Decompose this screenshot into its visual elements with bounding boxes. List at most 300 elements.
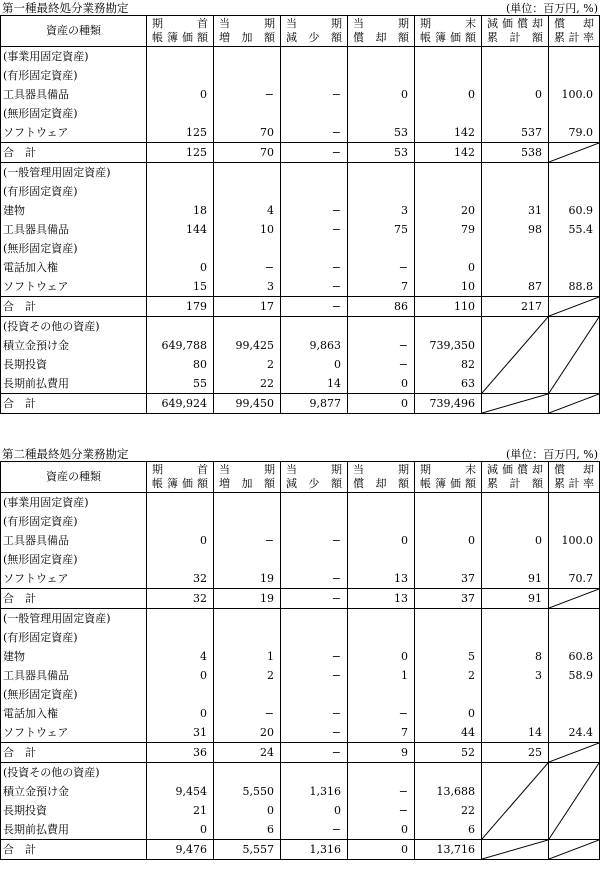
diagonal-strike (549, 840, 599, 859)
table-row (1, 493, 600, 513)
value-cell: 0 (214, 801, 281, 820)
table-row (1, 512, 600, 531)
table-header (1, 16, 600, 47)
diagonal-strike (482, 317, 548, 393)
value-cell (214, 512, 281, 531)
row-label: 工具器具備品 (1, 666, 147, 685)
header-name: 資産の種類 (1, 16, 147, 47)
value-cell (348, 609, 415, 629)
header-h7-line-1: 償 却 (554, 463, 594, 476)
value-cell (348, 317, 415, 337)
diagonal-strike (549, 394, 599, 413)
table-row (1, 609, 600, 629)
value-cell: 6 (214, 820, 281, 840)
value-cell (147, 609, 214, 629)
value-cell: 3 (348, 201, 415, 220)
value-cell: 31 (147, 723, 214, 743)
value-cell: 15 (147, 277, 214, 297)
diagonal-strike (549, 143, 599, 162)
value-cell: 86 (348, 297, 415, 317)
value-cell: 32 (147, 569, 214, 589)
value-cell: 125 (147, 123, 214, 143)
section-1-unit: (単位：百万円, %) (505, 2, 598, 15)
header-h1-line-2: 帳簿価額 (152, 31, 208, 44)
value-cell: 32 (147, 589, 214, 609)
value-cell: 537 (482, 123, 549, 143)
row-label: (一般管理用固定資産) (1, 163, 147, 183)
value-cell: 2 (214, 666, 281, 685)
value-cell (348, 239, 415, 258)
value-cell: 0 (281, 355, 348, 374)
header-h4-line-2: 償却額 (353, 477, 409, 490)
value-cell (281, 163, 348, 183)
value-cell (549, 550, 600, 569)
header-h7-line-2: 累計率 (554, 31, 594, 44)
value-cell: 5,557 (214, 840, 281, 860)
row-label: 長期前払費用 (1, 820, 147, 840)
value-cell (415, 239, 482, 258)
value-cell: 75 (348, 220, 415, 239)
value-cell (549, 609, 600, 629)
header-h1 (147, 462, 214, 493)
header-h7 (549, 462, 600, 493)
value-cell: 91 (482, 589, 549, 609)
value-cell: 1,316 (281, 840, 348, 860)
table-row (1, 47, 600, 67)
value-cell: 3 (214, 277, 281, 297)
table-row (1, 628, 600, 647)
value-cell (549, 163, 600, 183)
header-h6-line-2: 累計額 (487, 31, 543, 44)
value-cell: 0 (348, 531, 415, 550)
value-cell: − (348, 336, 415, 355)
table-row (1, 239, 600, 258)
value-cell (348, 763, 415, 783)
section-2-unit: (単位：百万円, %) (505, 448, 598, 461)
value-cell (147, 47, 214, 67)
value-cell: − (281, 820, 348, 840)
value-cell: − (214, 531, 281, 550)
total-row (1, 589, 600, 609)
row-label: (有形固定資産) (1, 66, 147, 85)
value-cell: 91 (482, 569, 549, 589)
section-1-table (0, 15, 600, 414)
total-row (1, 394, 600, 414)
value-cell: 0 (147, 666, 214, 685)
value-cell: 6 (415, 820, 482, 840)
struck-cell (549, 840, 600, 860)
value-cell: 9 (348, 743, 415, 763)
value-cell (482, 628, 549, 647)
value-cell (281, 47, 348, 67)
value-cell (415, 163, 482, 183)
struck-cell (482, 763, 549, 840)
value-cell (415, 628, 482, 647)
diagonal-strike (549, 589, 599, 608)
value-cell: − (281, 647, 348, 666)
value-cell: 22 (415, 801, 482, 820)
row-label: 積立金預け金 (1, 782, 147, 801)
value-cell: 53 (348, 143, 415, 163)
header-h6 (482, 16, 549, 47)
value-cell (281, 685, 348, 704)
value-cell: 538 (482, 143, 549, 163)
value-cell (214, 47, 281, 67)
value-cell: 0 (415, 531, 482, 550)
value-cell: 10 (214, 220, 281, 239)
table-row (1, 277, 600, 297)
value-cell (482, 66, 549, 85)
value-cell (214, 609, 281, 629)
value-cell: 9,863 (281, 336, 348, 355)
value-cell (147, 104, 214, 123)
row-label: 合 計 (1, 840, 147, 860)
value-cell (348, 66, 415, 85)
table-row (1, 763, 600, 783)
value-cell: 0 (147, 531, 214, 550)
row-label: 積立金預け金 (1, 336, 147, 355)
value-cell: 99,425 (214, 336, 281, 355)
value-cell (482, 550, 549, 569)
value-cell (482, 104, 549, 123)
value-cell (415, 685, 482, 704)
value-cell: 20 (415, 201, 482, 220)
value-cell: 0 (348, 394, 415, 414)
value-cell (214, 66, 281, 85)
value-cell: − (348, 801, 415, 820)
value-cell (549, 512, 600, 531)
row-label: ソフトウェア (1, 569, 147, 589)
value-cell (415, 609, 482, 629)
value-cell: 10 (415, 277, 482, 297)
value-cell: 0 (147, 258, 214, 277)
value-cell: 55 (147, 374, 214, 394)
header-h1-line-1: 期 首 (152, 463, 208, 476)
value-cell (482, 163, 549, 183)
value-cell: − (281, 123, 348, 143)
value-cell: 2 (415, 666, 482, 685)
value-cell: 24 (214, 743, 281, 763)
value-cell: 142 (415, 123, 482, 143)
table-row (1, 723, 600, 743)
value-cell (415, 317, 482, 337)
value-cell: 4 (147, 647, 214, 666)
value-cell: 0 (482, 531, 549, 550)
value-cell: − (281, 220, 348, 239)
row-label: (事業用固定資産) (1, 493, 147, 513)
value-cell (482, 704, 549, 723)
value-cell (482, 258, 549, 277)
value-cell: 60.9 (549, 201, 600, 220)
section-2 (0, 446, 600, 860)
header-h6-line-1: 減価償却 (487, 463, 543, 476)
value-cell (214, 239, 281, 258)
value-cell (549, 239, 600, 258)
value-cell (348, 512, 415, 531)
value-cell: 2 (214, 355, 281, 374)
value-cell: 0 (348, 374, 415, 394)
value-cell: 1 (214, 647, 281, 666)
table-row (1, 163, 600, 183)
value-cell (214, 628, 281, 647)
table-row (1, 685, 600, 704)
value-cell: − (214, 258, 281, 277)
value-cell: 3 (482, 666, 549, 685)
row-label: 工具器具備品 (1, 85, 147, 104)
row-label: 工具器具備品 (1, 531, 147, 550)
value-cell: − (281, 704, 348, 723)
struck-cell (549, 743, 600, 763)
value-cell (415, 47, 482, 67)
value-cell (214, 493, 281, 513)
value-cell: 20 (214, 723, 281, 743)
value-cell: 14 (482, 723, 549, 743)
value-cell: 22 (214, 374, 281, 394)
row-label: (無形固定資産) (1, 239, 147, 258)
header-h5-line-2: 帳簿価額 (420, 31, 476, 44)
table-row (1, 104, 600, 123)
table-row (1, 550, 600, 569)
header-h2-line-2: 増加額 (219, 31, 275, 44)
struck-cell (549, 317, 600, 394)
value-cell (348, 163, 415, 183)
diagonal-strike (482, 763, 548, 839)
value-cell: 7 (348, 277, 415, 297)
struck-cell (549, 143, 600, 163)
value-cell: 19 (214, 589, 281, 609)
section-1-caption (0, 0, 600, 15)
value-cell: 0 (348, 820, 415, 840)
value-cell: 739,496 (415, 394, 482, 414)
diagonal-strike (549, 743, 599, 762)
value-cell (214, 163, 281, 183)
header-h3 (281, 462, 348, 493)
value-cell (549, 258, 600, 277)
table-row (1, 182, 600, 201)
table-row (1, 647, 600, 666)
value-cell: − (281, 201, 348, 220)
row-label: (有形固定資産) (1, 512, 147, 531)
row-label: 建物 (1, 647, 147, 666)
value-cell (281, 317, 348, 337)
value-cell (482, 47, 549, 67)
struck-cell (482, 317, 549, 394)
value-cell: 0 (348, 85, 415, 104)
header-h5-line-2: 帳簿価額 (420, 477, 476, 490)
header-h3-line-1: 当 期 (286, 463, 342, 476)
value-cell (147, 763, 214, 783)
value-cell: 37 (415, 569, 482, 589)
value-cell (281, 182, 348, 201)
row-label: (事業用固定資産) (1, 47, 147, 67)
value-cell (281, 512, 348, 531)
value-cell: 82 (415, 355, 482, 374)
value-cell (549, 182, 600, 201)
table-body (1, 493, 600, 860)
header-h2 (214, 462, 281, 493)
value-cell (214, 685, 281, 704)
row-label: ソフトウェア (1, 123, 147, 143)
value-cell: 110 (415, 297, 482, 317)
value-cell: 13 (348, 569, 415, 589)
row-label: (無形固定資産) (1, 550, 147, 569)
value-cell: − (214, 704, 281, 723)
value-cell (281, 550, 348, 569)
value-cell: − (348, 258, 415, 277)
value-cell: 9,454 (147, 782, 214, 801)
header-h4-line-1: 当 期 (353, 463, 409, 476)
diagonal-strike (549, 317, 599, 393)
value-cell: 179 (147, 297, 214, 317)
table-row (1, 66, 600, 85)
value-cell (147, 66, 214, 85)
value-cell (281, 239, 348, 258)
row-label: 合 計 (1, 143, 147, 163)
struck-cell (549, 763, 600, 840)
value-cell (482, 182, 549, 201)
value-cell: − (348, 355, 415, 374)
table-body (1, 47, 600, 414)
value-cell (281, 763, 348, 783)
value-cell: 21 (147, 801, 214, 820)
value-cell (415, 512, 482, 531)
value-cell: 0 (348, 647, 415, 666)
value-cell: − (281, 143, 348, 163)
value-cell (482, 493, 549, 513)
value-cell: 649,924 (147, 394, 214, 414)
value-cell: 5,550 (214, 782, 281, 801)
value-cell: − (281, 743, 348, 763)
value-cell (214, 182, 281, 201)
value-cell: 217 (482, 297, 549, 317)
header-h4-line-2: 償却額 (353, 31, 409, 44)
value-cell (147, 550, 214, 569)
section-1-title: 第一種最終処分業務勘定 (2, 1, 129, 15)
table-row (1, 317, 600, 337)
value-cell: 70 (214, 143, 281, 163)
value-cell (214, 763, 281, 783)
value-cell (281, 104, 348, 123)
value-cell: 99,450 (214, 394, 281, 414)
total-row (1, 143, 600, 163)
value-cell (348, 493, 415, 513)
value-cell: 1 (348, 666, 415, 685)
value-cell: − (348, 782, 415, 801)
diagonal-strike (549, 297, 599, 316)
value-cell (482, 609, 549, 629)
value-cell (415, 182, 482, 201)
value-cell (147, 182, 214, 201)
value-cell (147, 239, 214, 258)
header-h4-line-1: 当 期 (353, 17, 409, 30)
row-label: 合 計 (1, 394, 147, 414)
row-label: (有形固定資産) (1, 182, 147, 201)
row-label: 工具器具備品 (1, 220, 147, 239)
value-cell: 13,716 (415, 840, 482, 860)
row-label: (無形固定資産) (1, 104, 147, 123)
row-label: 合 計 (1, 589, 147, 609)
row-label: 長期前払費用 (1, 374, 147, 394)
header-h3-line-2: 減少額 (286, 477, 342, 490)
value-cell: 4 (214, 201, 281, 220)
value-cell (214, 104, 281, 123)
value-cell: 19 (214, 569, 281, 589)
value-cell: 144 (147, 220, 214, 239)
value-cell: 142 (415, 143, 482, 163)
value-cell (147, 163, 214, 183)
value-cell: − (281, 569, 348, 589)
value-cell (482, 239, 549, 258)
row-label: 合 計 (1, 743, 147, 763)
header-h5-line-1: 期 末 (420, 17, 476, 30)
header-h4 (348, 462, 415, 493)
value-cell: 44 (415, 723, 482, 743)
table-row (1, 220, 600, 239)
table-row (1, 704, 600, 723)
value-cell: 7 (348, 723, 415, 743)
value-cell: 8 (482, 647, 549, 666)
row-label: 建物 (1, 201, 147, 220)
value-cell (281, 493, 348, 513)
value-cell: 17 (214, 297, 281, 317)
value-cell: 0 (415, 704, 482, 723)
table-row (1, 666, 600, 685)
diagonal-strike (482, 840, 548, 859)
value-cell (147, 628, 214, 647)
value-cell (415, 493, 482, 513)
value-cell (348, 47, 415, 67)
value-cell: − (281, 723, 348, 743)
value-cell: 36 (147, 743, 214, 763)
value-cell (415, 763, 482, 783)
value-cell: 58.9 (549, 666, 600, 685)
header-h4 (348, 16, 415, 47)
value-cell (482, 512, 549, 531)
row-label: 長期投資 (1, 355, 147, 374)
header-h5-line-1: 期 末 (420, 463, 476, 476)
value-cell (281, 66, 348, 85)
value-cell (281, 628, 348, 647)
value-cell (348, 104, 415, 123)
row-label: (一般管理用固定資産) (1, 609, 147, 629)
value-cell: 79 (415, 220, 482, 239)
value-cell: 70 (214, 123, 281, 143)
value-cell: − (281, 666, 348, 685)
table-row (1, 85, 600, 104)
value-cell (147, 685, 214, 704)
diagonal-strike (549, 763, 599, 839)
value-cell: 98 (482, 220, 549, 239)
value-cell: − (281, 297, 348, 317)
value-cell (147, 317, 214, 337)
total-row (1, 297, 600, 317)
value-cell: 0 (147, 85, 214, 104)
header-h3-line-2: 減少額 (286, 31, 342, 44)
value-cell: 37 (415, 589, 482, 609)
value-cell: 100.0 (549, 85, 600, 104)
header-h7 (549, 16, 600, 47)
header-h5 (415, 462, 482, 493)
row-label: 電話加入権 (1, 258, 147, 277)
table-row (1, 258, 600, 277)
value-cell: 5 (415, 647, 482, 666)
value-cell: 649,788 (147, 336, 214, 355)
section-2-title: 第二種最終処分業務勘定 (2, 447, 129, 461)
header-name: 資産の種類 (1, 462, 147, 493)
row-label: (有形固定資産) (1, 628, 147, 647)
value-cell: 53 (348, 123, 415, 143)
value-cell (415, 104, 482, 123)
